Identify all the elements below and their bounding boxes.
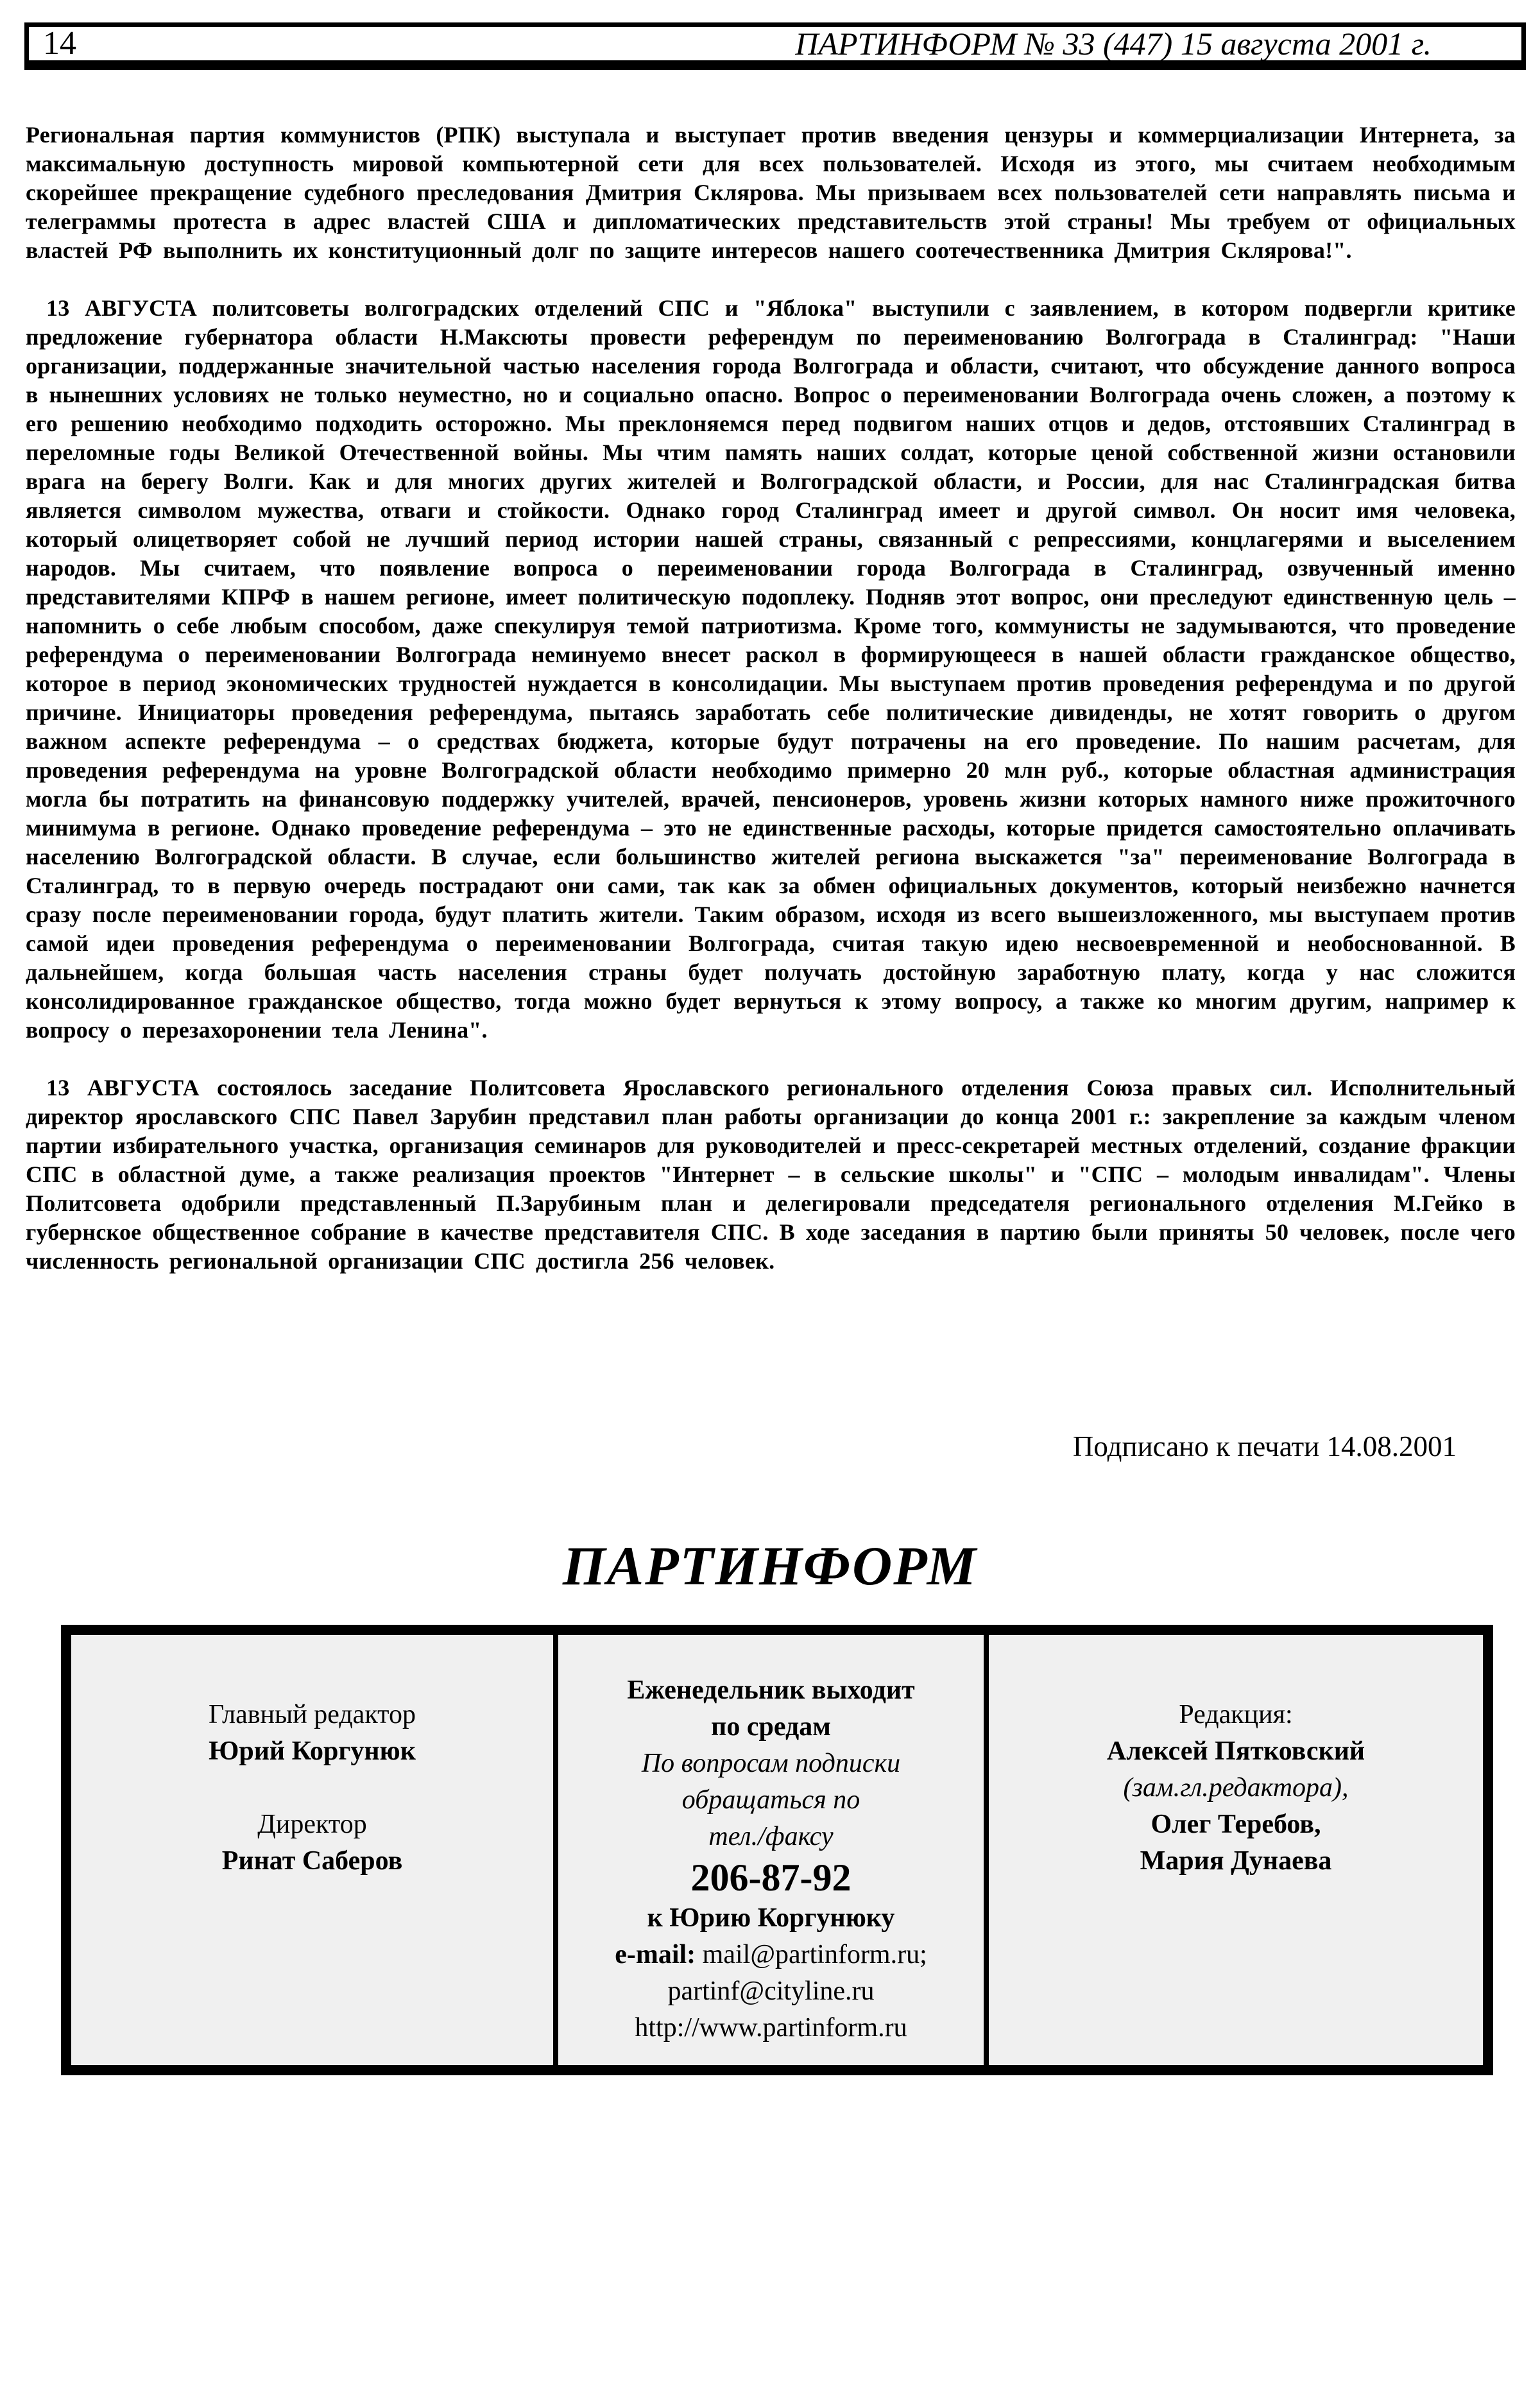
imprint-line: Ринат Саберов bbox=[221, 1846, 403, 1876]
imprint-line: Редакция: bbox=[1179, 1700, 1293, 1729]
imprint-column-editors bbox=[71, 1635, 558, 2065]
imprint-line: (зам.гл.редактора), bbox=[1123, 1773, 1349, 1803]
imprint-line bbox=[558, 1937, 984, 1973]
imprint-line bbox=[71, 1770, 553, 1806]
issue-title: ПАРТИНФОРМ № 33 (447) 15 августа 2001 г. bbox=[795, 26, 1432, 62]
imprint-line: По вопросам подписки bbox=[641, 1749, 901, 1778]
running-head bbox=[24, 22, 1526, 70]
imprint-line: partinf@cityline.ru bbox=[667, 1976, 875, 2006]
imprint-box bbox=[61, 1625, 1493, 2075]
print-signature: Подписано к печати 14.08.2001 bbox=[1072, 1430, 1457, 1462]
paragraph-lead-date: 13 АВГУСТА bbox=[46, 295, 197, 321]
imprint-line: Олег Теребов, bbox=[1151, 1810, 1321, 1839]
imprint-column-publication bbox=[558, 1635, 989, 2065]
imprint-line: Мария Дунаева bbox=[1140, 1846, 1332, 1876]
article-text bbox=[26, 121, 1516, 1276]
imprint-line: тел./факсу bbox=[708, 1822, 834, 1851]
imprint-line-run: e-mail: bbox=[615, 1940, 703, 1969]
paragraph: 13 АВГУСТА состоялось заседание Политсовета Ярославского регионального отделения Союза правых сил. Исполнительный директор ярославского СПС Павел Зарубин представил план работы организации до конца 2001 г.: закрепление за каждым членом партии избирательного участка, организация семинаров для руководителей и пресс-секретарей местных отделений, создание фракции СПС в областной думе, а также реализация проектов "Интернет – в сельские школы" и "СПС – молодым инвалидам". Члены Политсовета одобрили представленный П.Зарубиным план и делегировали председателя регионального отделения М.Гейко в губернское общественное собрание в качестве представителя СПС. В ходе заседания в партию были приняты 50 человек, после чего численность региональной организации СПС достигла 256 человек. bbox=[26, 1075, 1516, 1274]
imprint-line: Директор bbox=[257, 1810, 367, 1839]
imprint-line: 206-87-92 bbox=[690, 1856, 851, 1899]
paragraph: Региональная партия коммунистов (РПК) выступала и выступает против введения цензуры и коммерциализации Интернета, за максимальную доступность мировой компьютерной сети для всех пользователей. Исходя из этого, мы считаем необходимым скорейшее прекращение судебного преследования Дмитрия Склярова. Мы призываем всех пользователей сети направлять письма и телеграммы протеста в адрес властей США и дипломатических представительств этой страны! Мы требуем от официальных властей РФ выполнить их конституционный долг по защите интересов нашего соотечественника Дмитрия Склярова!". bbox=[26, 122, 1516, 263]
masthead-title: ПАРТИНФОРМ bbox=[562, 1535, 978, 1597]
page-number: 14 bbox=[43, 25, 76, 62]
paragraph: 13 АВГУСТА политсоветы волгоградских отделений СПС и "Яблока" выступили с заявлением, в котором подвергли критике предложение губернатора области Н.Максюты провести референдум по переименованию Волгограда в Сталинград: "Наши организации, поддержанные значительной частью населения города Волгограда и области, считают, что обсуждение данного вопроса в нынешних условиях не только неуместно, но и социально опасно. Вопрос о переименовании Волгограда очень сложен, а поэтому к его решению необходимо подходить осторожно. Мы преклоняемся перед подвигом наших отцов и дедов, отстоявших Сталинград в переломные годы Великой Отечественной войны. Мы чтим память наших солдат, которые ценой собственной жизни остановили врага на берегу Волги. Как и для многих других жителей и Волгоградской области, и России, для нас Сталинградская битва является символом мужества, отваги и стойкости. Однако город Сталинград имеет и другой символ. Он носит имя человека, который олицетворяет собой не лучший период истории нашей страны, связанный с репрессиями, концлагерями и выселением народов. Мы считаем, что появление вопроса о переименовании города Волгограда в Сталинград, озвученный именно представителями КПРФ в нашем регионе, имеет политическую подоплеку. Подняв этот вопрос, они преследуют единственную цель – напомнить о себе любым способом, даже спекулируя темой патриотизма. Кроме того, коммунисты не задумываются, что проведение референдума о переименовании Волгограда неминуемо внесет раскол в формирующееся в нашей области гражданское общество, которое в период экономических трудностей нуждается в консолидации. Мы выступаем против проведения референдума и по другой причине. Инициаторы проведения референдума, пытаясь заработать себе политические дивиденды, не хотят говорить о другом важном аспекте референдума – о средствах бюджета, которые будут потрачены на его проведение. По нашим расчетам, для проведения референдума на уровне Волгоградской области необходимо примерно 20 млн руб., которые областная администрация могла бы потратить на финансовую поддержку учителей, врачей, пенсионеров, уровень жизни которых намного ниже прожиточного минимума в регионе. Однако проведение референдума – это не единственные расходы, которые придется самостоятельно оплачивать населению Волгоградской области. В случае, если большинство жителей региона выскажется "за" переименование Волгограда в Сталинград, то в первую очередь пострадают они сами, так как за обмен официальных документов, который неизбежно начнется сразу после переименовании города, будут платить жители. Таким образом, исходя из всего вышеизложенного, мы выступаем против самой идеи проведения референдума о переименовании Волгограда, считая такую идею несвоевременной и необоснованной. В дальнейшем, когда большая часть населения страны будет получать достойную заработную плату, когда у нас сложится консолидированное гражданское общество, тогда можно будет вернуться к этому вопросу, а также ко многим другим, например к вопросу о перезахоронении тела Ленина". bbox=[26, 295, 1516, 1043]
paragraph-lead-date: 13 АВГУСТА bbox=[46, 1075, 200, 1101]
imprint-line: Еженедельник выходит bbox=[627, 1675, 915, 1705]
imprint-line: Главный редактор bbox=[209, 1700, 416, 1729]
imprint-column-staff bbox=[989, 1635, 1483, 2065]
imprint-line-run: mail@partinform.ru; bbox=[702, 1940, 927, 1969]
imprint-line: http://www.partinform.ru bbox=[635, 2013, 907, 2043]
imprint-line: к Юрию Коргунюку bbox=[647, 1903, 895, 1933]
imprint-line: обращаться по bbox=[681, 1785, 860, 1815]
imprint-line: Юрий Коргунюк bbox=[209, 1736, 416, 1766]
imprint-line: Алексей Пятковский bbox=[1106, 1736, 1365, 1766]
imprint-line: по средам bbox=[711, 1712, 831, 1742]
